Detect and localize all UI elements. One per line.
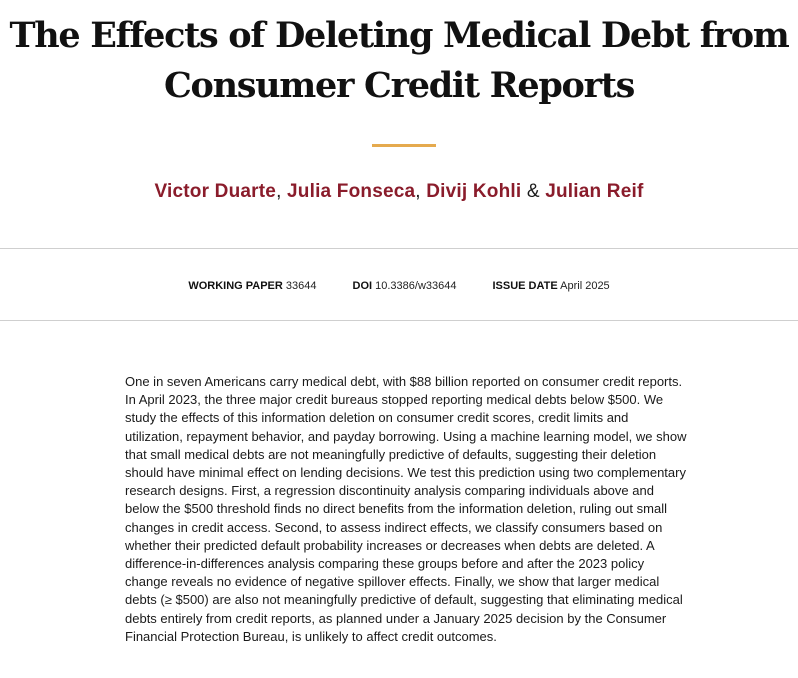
- issue-date: [492, 279, 609, 293]
- working-paper-number: [188, 279, 316, 293]
- author-link-victor-duarte[interactable]: Victor Duarte: [154, 181, 277, 202]
- paper-metadata-bar: [0, 279, 798, 293]
- working-paper-value: 33644: [285, 280, 317, 292]
- working-paper-label: WORKING PAPER: [188, 280, 283, 292]
- author-link-divij-kohli[interactable]: Divij Kohli: [426, 181, 522, 202]
- author-separator: ,: [415, 181, 427, 202]
- doi-label: DOI: [352, 280, 373, 292]
- author-link-julia-fonseca[interactable]: Julia Fonseca: [287, 181, 416, 202]
- author-separator: &: [521, 181, 546, 202]
- issue-date-value: April 2025: [560, 280, 610, 292]
- abstract-text: One in seven Americans carry medical debt, with $88 billion reported on consumer credit reports. In April 2023, the three major credit bureaus stopped reporting medical debts below $500. We study the effects of this information deletion on consumer credit scores, credit limits and utilization, repayment behavior, and payday borrowing. Using a machine learning model, we show that small medical debts are not meaningfully predictive of defaults, suggesting their deletion should have minimal effect on lending decisions. We test this prediction using two complementary research designs. First, a regression discontinuity analysis comparing individuals above and below the $500 threshold finds no direct benefits from the information deletion, ruling out small changes in credit access. Second, to assess indirect effects, we classify consumers based on whether their predicted default probability increases or decreases when debts are deleted. A difference-in-differences analysis comparing these groups before and after the 2023 policy change reveals no evidence of negative spillover effects. Finally, we show that larger medical debts (≥ $500) are also not meaningfully predictive of default, suggesting that eliminating medical debts entirely from credit reports, as planned under a January 2025 decision by the Consumer Financial Protection Bureau, is unlikely to affect credit outcomes.: [125, 374, 687, 644]
- metadata-top-divider: [0, 248, 798, 249]
- author-link-julian-reif[interactable]: Julian Reif: [545, 181, 644, 202]
- issue-date-label: ISSUE DATE: [492, 280, 558, 292]
- author-list: [0, 179, 798, 205]
- paper-title: The Effects of Deleting Medical Debt from Consumer Credit Reports: [9, 15, 789, 106]
- doi: [353, 279, 457, 293]
- metadata-bottom-divider: [0, 320, 798, 321]
- doi-value: 10.3386/w33644: [375, 280, 457, 292]
- author-separator: ,: [276, 181, 288, 202]
- title-accent-rule: [372, 144, 436, 147]
